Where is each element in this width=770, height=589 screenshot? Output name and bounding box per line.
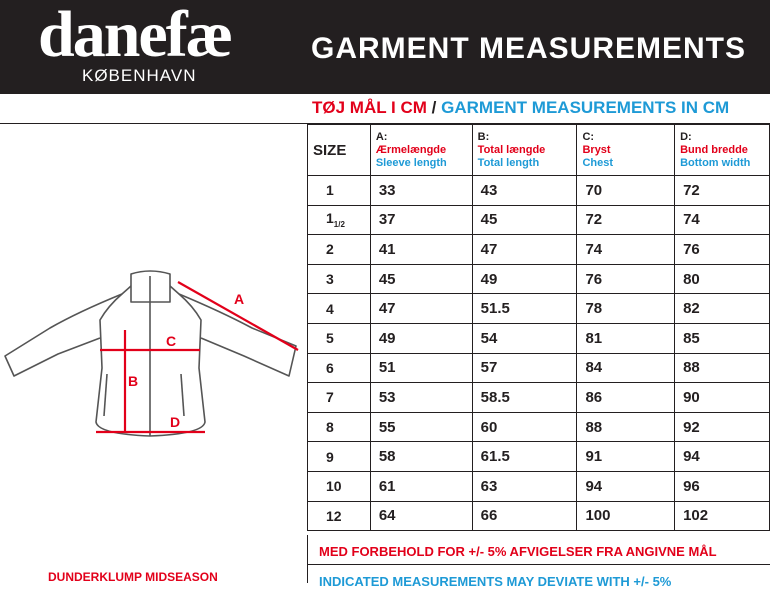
measurement-cell: 63 bbox=[472, 471, 577, 501]
jacket-left-sleeve bbox=[5, 294, 122, 376]
measurement-cell: 81 bbox=[577, 323, 675, 353]
measurement-cell: 60 bbox=[472, 412, 577, 442]
size-cell: 12 bbox=[308, 501, 371, 531]
measurement-cell: 85 bbox=[675, 323, 770, 353]
table-row bbox=[308, 235, 770, 265]
measurement-cell: 80 bbox=[675, 264, 770, 294]
subtitle-separator: / bbox=[431, 98, 437, 117]
measurement-cell: 78 bbox=[577, 294, 675, 324]
measurement-cell: 45 bbox=[370, 264, 472, 294]
size-cell: 2 bbox=[308, 235, 371, 265]
table-row bbox=[308, 353, 770, 383]
measurement-cell: 43 bbox=[472, 176, 577, 206]
jacket-right-pocket bbox=[181, 374, 184, 416]
measurement-cell: 70 bbox=[577, 176, 675, 206]
measurement-cell: 82 bbox=[675, 294, 770, 324]
header-bar bbox=[0, 0, 770, 94]
table-header-row bbox=[308, 125, 770, 176]
measurement-cell: 94 bbox=[577, 471, 675, 501]
table-subtitle bbox=[312, 98, 729, 118]
measurement-cell: 49 bbox=[472, 264, 577, 294]
product-name: DUNDERKLUMP MIDSEASON bbox=[48, 570, 218, 584]
measurement-cell: 41 bbox=[370, 235, 472, 265]
brand-city: KØBENHAVN bbox=[82, 66, 197, 85]
table-row bbox=[308, 323, 770, 353]
measurement-cell: 45 bbox=[472, 205, 577, 235]
measurement-cell: 54 bbox=[472, 323, 577, 353]
measurement-cell: 51 bbox=[370, 353, 472, 383]
diagram-label-c: C bbox=[166, 333, 177, 349]
size-cell: 6 bbox=[308, 353, 371, 383]
column-header-d: D: Bund bredde Bottom width bbox=[675, 125, 770, 176]
measurement-table bbox=[307, 124, 770, 531]
measurement-cell: 88 bbox=[675, 353, 770, 383]
column-header-c: C: Bryst Chest bbox=[577, 125, 675, 176]
diagram-label-a: A bbox=[234, 291, 245, 307]
measurement-cell: 47 bbox=[370, 294, 472, 324]
size-cell: 3 bbox=[308, 264, 371, 294]
measurement-cell: 94 bbox=[675, 442, 770, 472]
measurement-cell: 61 bbox=[370, 471, 472, 501]
jacket-left-pocket bbox=[104, 374, 107, 416]
size-cell: $1_{1/2}$ bbox=[308, 205, 371, 235]
measurement-cell: 57 bbox=[472, 353, 577, 383]
table-row bbox=[308, 442, 770, 472]
measurement-cell: 58.5 bbox=[472, 383, 577, 413]
measurement-cell: 91 bbox=[577, 442, 675, 472]
measurement-cell: 53 bbox=[370, 383, 472, 413]
brand-logo: danefæ bbox=[38, 0, 232, 71]
measurement-cell: 72 bbox=[577, 205, 675, 235]
page-title: GARMENT MEASUREMENTS bbox=[311, 32, 747, 65]
table-row bbox=[308, 412, 770, 442]
table-row bbox=[308, 501, 770, 531]
measurement-cell: 74 bbox=[675, 205, 770, 235]
diagram-label-d: D bbox=[170, 414, 181, 430]
measurement-cell: 37 bbox=[370, 205, 472, 235]
subtitle-danish: TØJ MÅL I CM bbox=[312, 98, 427, 117]
size-column-header: SIZE bbox=[308, 125, 371, 176]
table-row bbox=[308, 383, 770, 413]
measurement-cell: 92 bbox=[675, 412, 770, 442]
measurement-cell: 74 bbox=[577, 235, 675, 265]
measurement-cell: 72 bbox=[675, 176, 770, 206]
measurement-cell: 88 bbox=[577, 412, 675, 442]
measurement-cell: 84 bbox=[577, 353, 675, 383]
size-cell: 9 bbox=[308, 442, 371, 472]
measurement-cell: 55 bbox=[370, 412, 472, 442]
subtitle-english: GARMENT MEASUREMENTS IN CM bbox=[441, 98, 730, 117]
measurement-cell: 66 bbox=[472, 501, 577, 531]
size-cell: 5 bbox=[308, 323, 371, 353]
table-row bbox=[308, 205, 770, 235]
size-cell: 8 bbox=[308, 412, 371, 442]
table-row bbox=[308, 176, 770, 206]
table-row bbox=[308, 471, 770, 501]
measurement-cell: 102 bbox=[675, 501, 770, 531]
column-header-b: B: Total længde Total length bbox=[472, 125, 577, 176]
measurement-cell: 100 bbox=[577, 501, 675, 531]
table-row bbox=[308, 264, 770, 294]
jacket-diagram bbox=[0, 124, 305, 564]
table-row bbox=[308, 294, 770, 324]
size-cell: 1 bbox=[308, 176, 371, 206]
tolerance-note-english: INDICATED MEASUREMENTS MAY DEVIATE WITH +/- 5% bbox=[319, 574, 672, 589]
measurement-cell: 33 bbox=[370, 176, 472, 206]
measurement-cell: 61.5 bbox=[472, 442, 577, 472]
measurement-cell: 51.5 bbox=[472, 294, 577, 324]
size-cell: 10 bbox=[308, 471, 371, 501]
measurement-cell: 76 bbox=[675, 235, 770, 265]
measurement-cell: 64 bbox=[370, 501, 472, 531]
measurement-cell: 86 bbox=[577, 383, 675, 413]
measurement-cell: 90 bbox=[675, 383, 770, 413]
measurement-cell: 58 bbox=[370, 442, 472, 472]
size-cell: 7 bbox=[308, 383, 371, 413]
size-cell: 4 bbox=[308, 294, 371, 324]
measurement-cell: 96 bbox=[675, 471, 770, 501]
measurement-cell: 76 bbox=[577, 264, 675, 294]
measurement-cell: 49 bbox=[370, 323, 472, 353]
measurement-cell: 47 bbox=[472, 235, 577, 265]
tolerance-note-danish: MED FORBEHOLD FOR +/- 5% AFVIGELSER FRA ANGIVNE MÅL bbox=[319, 544, 717, 559]
column-header-a: A: Ærmelængde Sleeve length bbox=[370, 125, 472, 176]
diagram-label-b: B bbox=[128, 373, 139, 389]
